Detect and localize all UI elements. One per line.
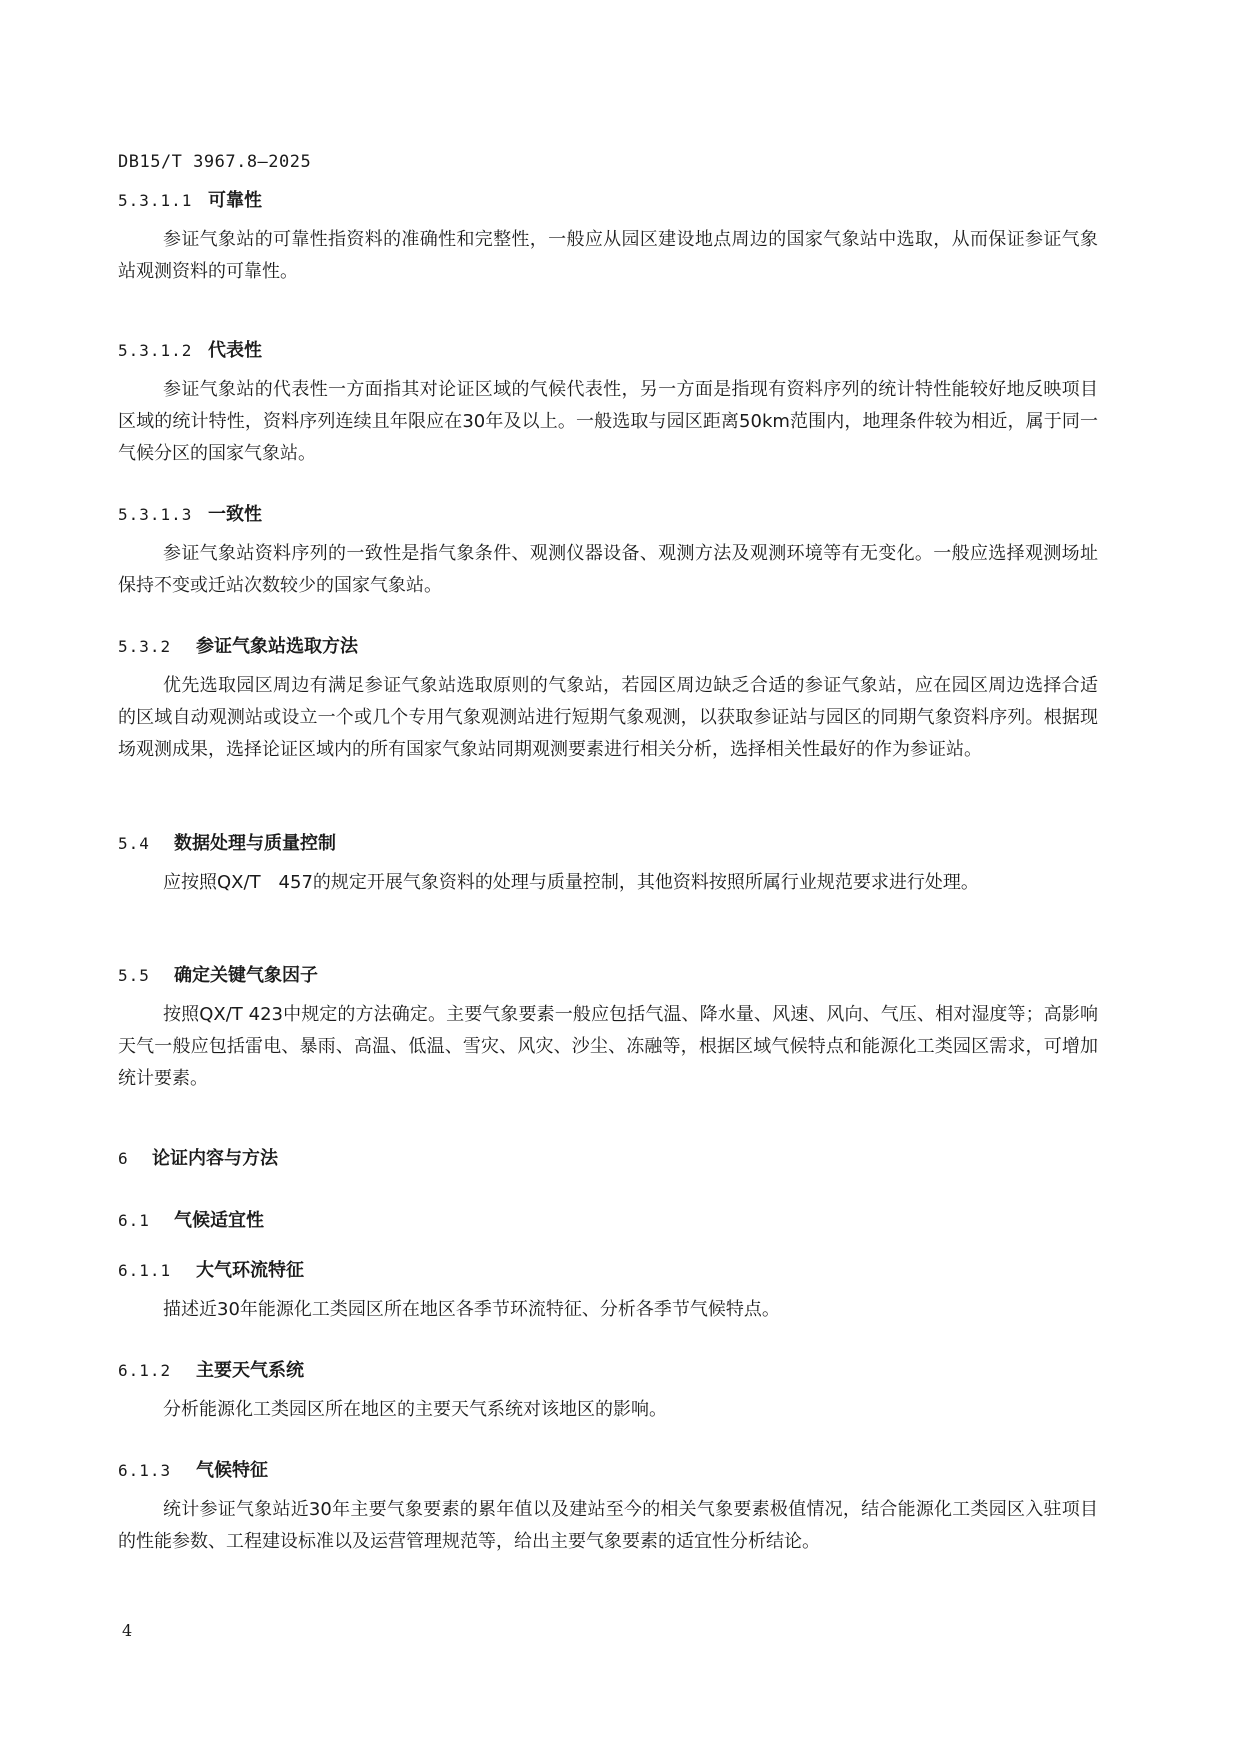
section-heading-5-3-1-1 [118,186,262,212]
paragraph-5-3-1-3: 参证气象站资料序列的一致性是指气象条件、观测仪器设备、观测方法及观测环境等有无变化。一般应选择观测场址保持不变或迁站次数较少的国家气象站。 [118,543,1098,596]
section-heading-5-4 [118,829,336,855]
section-heading-5-3-1-2 [118,336,262,362]
section-title: 气候适宜性 [174,1210,264,1231]
section-number: 6.1 [118,1211,150,1230]
section-number: 5.3.1.1 [118,191,193,210]
section-title: 论证内容与方法 [152,1148,278,1169]
section-number: 5.3.1.3 [118,505,193,524]
section-title: 数据处理与质量控制 [174,833,336,854]
section-heading-6 [118,1144,278,1170]
section-number: 5.3.1.2 [118,341,193,360]
paragraph-5-3-2: 优先选取园区周边有满足参证气象站选取原则的气象站，若园区周边缺乏合适的参证气象站，应在园区周边选择合适的区域自动观测站或设立一个或几个专用气象观测站进行短期气象观测，以获取参证站与园区的同期气象资料序列。根据现场观测成果，选择论证区域内的所有国家气象站同期观测要素进行相关分析，选择相关性最好的作为参证站。 [118,675,1098,760]
paragraph-5-4: 应按照QX/T 457的规定开展气象资料的处理与质量控制，其他资料按照所属行业规范要求进行处理。 [163,872,979,893]
section-number: 6.1.3 [118,1461,172,1480]
paragraph-5-5: 按照QX/T 423中规定的方法确定。主要气象要素一般应包括气温、降水量、风速、风向、气压、相对湿度等；高影响天气一般应包括雷电、暴雨、高温、低温、雪灾、风灾、沙尘、冻融等，根据区域气候特点和能源化工类园区需求，可增加统计要素。 [118,1004,1098,1089]
section-heading-6-1 [118,1206,264,1232]
section-heading-5-3-2 [118,632,358,658]
section-number: 5.5 [118,966,150,985]
page-number: 4 [122,1621,133,1640]
section-number: 5.4 [118,834,150,853]
section-number: 6 [118,1149,129,1168]
paragraph-6-1-3: 统计参证气象站近30年主要气象要素的累年值以及建站至今的相关气象要素极值情况，结合能源化工类园区入驻项目的性能参数、工程建设标准以及运营管理规范等，给出主要气象要素的适宜性分析结论。 [118,1499,1098,1552]
paragraph-5-3-1-1: 参证气象站的可靠性指资料的准确性和完整性，一般应从园区建设地点周边的国家气象站中选取，从而保证参证气象站观测资料的可靠性。 [118,229,1098,282]
section-title: 大气环流特征 [196,1260,304,1281]
section-title: 气候特征 [196,1460,268,1481]
section-heading-6-1-2 [118,1356,304,1382]
section-heading-6-1-1 [118,1256,304,1282]
section-heading-6-1-3 [118,1456,268,1482]
section-title: 参证气象站选取方法 [196,636,358,657]
paragraph-6-1-2: 分析能源化工类园区所在地区的主要天气系统对该地区的影响。 [163,1399,667,1420]
paragraph-5-3-1-2: 参证气象站的代表性一方面指其对论证区域的气候代表性，另一方面是指现有资料序列的统计特性能较好地反映项目区域的统计特性，资料序列连续且年限应在30年及以上。一般选取与园区距离50km范围内，地理条件较为相近，属于同一气候分区的国家气象站。 [118,379,1098,464]
section-number: 6.1.2 [118,1361,172,1380]
section-title: 代表性 [208,340,262,361]
section-number: 5.3.2 [118,637,172,656]
section-title: 可靠性 [208,190,262,211]
document-code: DB15/T 3967.8—2025 [118,152,312,172]
section-title: 主要天气系统 [196,1360,304,1381]
section-title: 一致性 [208,504,262,525]
paragraph-6-1-1: 描述近30年能源化工类园区所在地区各季节环流特征、分析各季节气候特点。 [163,1299,780,1320]
section-title: 确定关键气象因子 [174,965,318,986]
section-heading-5-3-1-3 [118,500,262,526]
section-heading-5-5 [118,961,318,987]
section-number: 6.1.1 [118,1261,172,1280]
